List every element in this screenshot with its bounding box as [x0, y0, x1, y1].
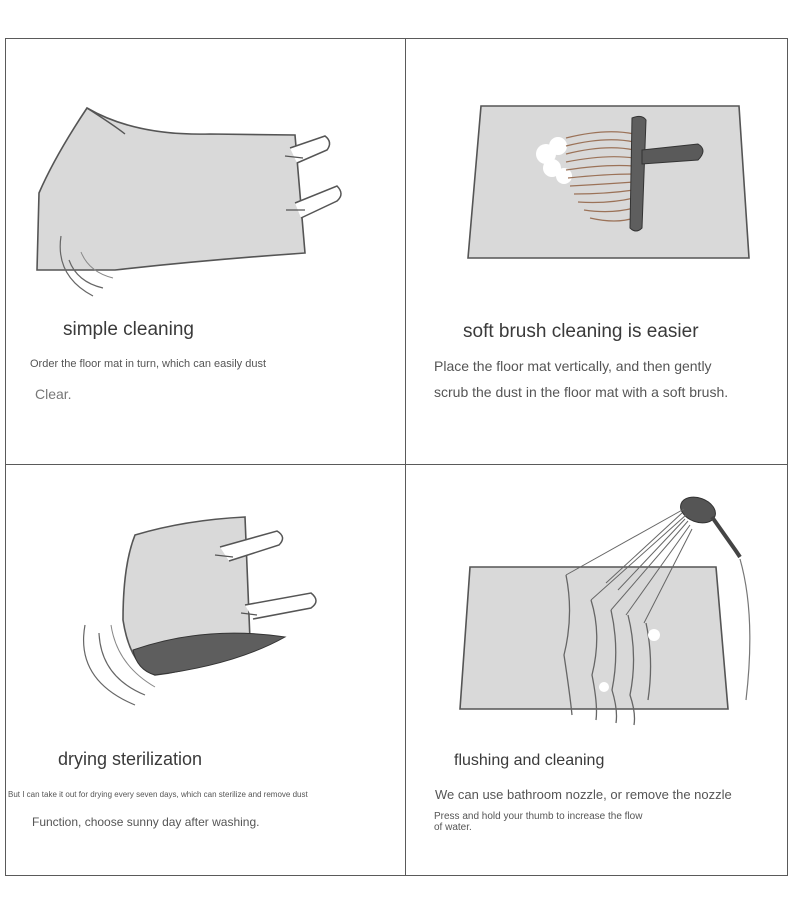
panel-title: drying sterilization — [58, 749, 203, 769]
panel-title: simple cleaning — [63, 319, 194, 340]
shower-nozzle-icon — [406, 465, 788, 735]
hands-holding-mat-icon — [5, 465, 405, 735]
panel-soft-brush-cleaning — [406, 38, 788, 464]
panel-description-line: scrub the dust in the floor mat with a soft brush. — [434, 384, 729, 400]
panel-description-line: of water. — [434, 822, 472, 833]
panel-drying-sterilization — [5, 465, 405, 875]
panel-description-line: Clear. — [35, 386, 72, 402]
panel-description-line: Order the floor mat in turn, which can easily dust — [30, 358, 266, 370]
hands-shaking-mat-icon — [5, 38, 405, 308]
panel-description-line: Function, choose sunny day after washing. — [32, 815, 260, 829]
panel-title: flushing and cleaning — [454, 752, 605, 769]
panel-title: soft brush cleaning is easier — [463, 321, 699, 342]
panel-simple-cleaning — [5, 38, 405, 464]
panel-description-line: But I can take it out for drying every seven days, which can sterilize and remove dust — [8, 790, 308, 799]
panel-description-line: We can use bathroom nozzle, or remove the nozzle — [435, 787, 732, 802]
brush-on-mat-icon — [406, 38, 788, 308]
panel-description-line: Place the floor mat vertically, and then gently — [434, 358, 712, 374]
panel-flushing-and-cleaning — [406, 465, 788, 875]
panel-description-line: Press and hold your thumb to increase the flow — [434, 811, 643, 822]
